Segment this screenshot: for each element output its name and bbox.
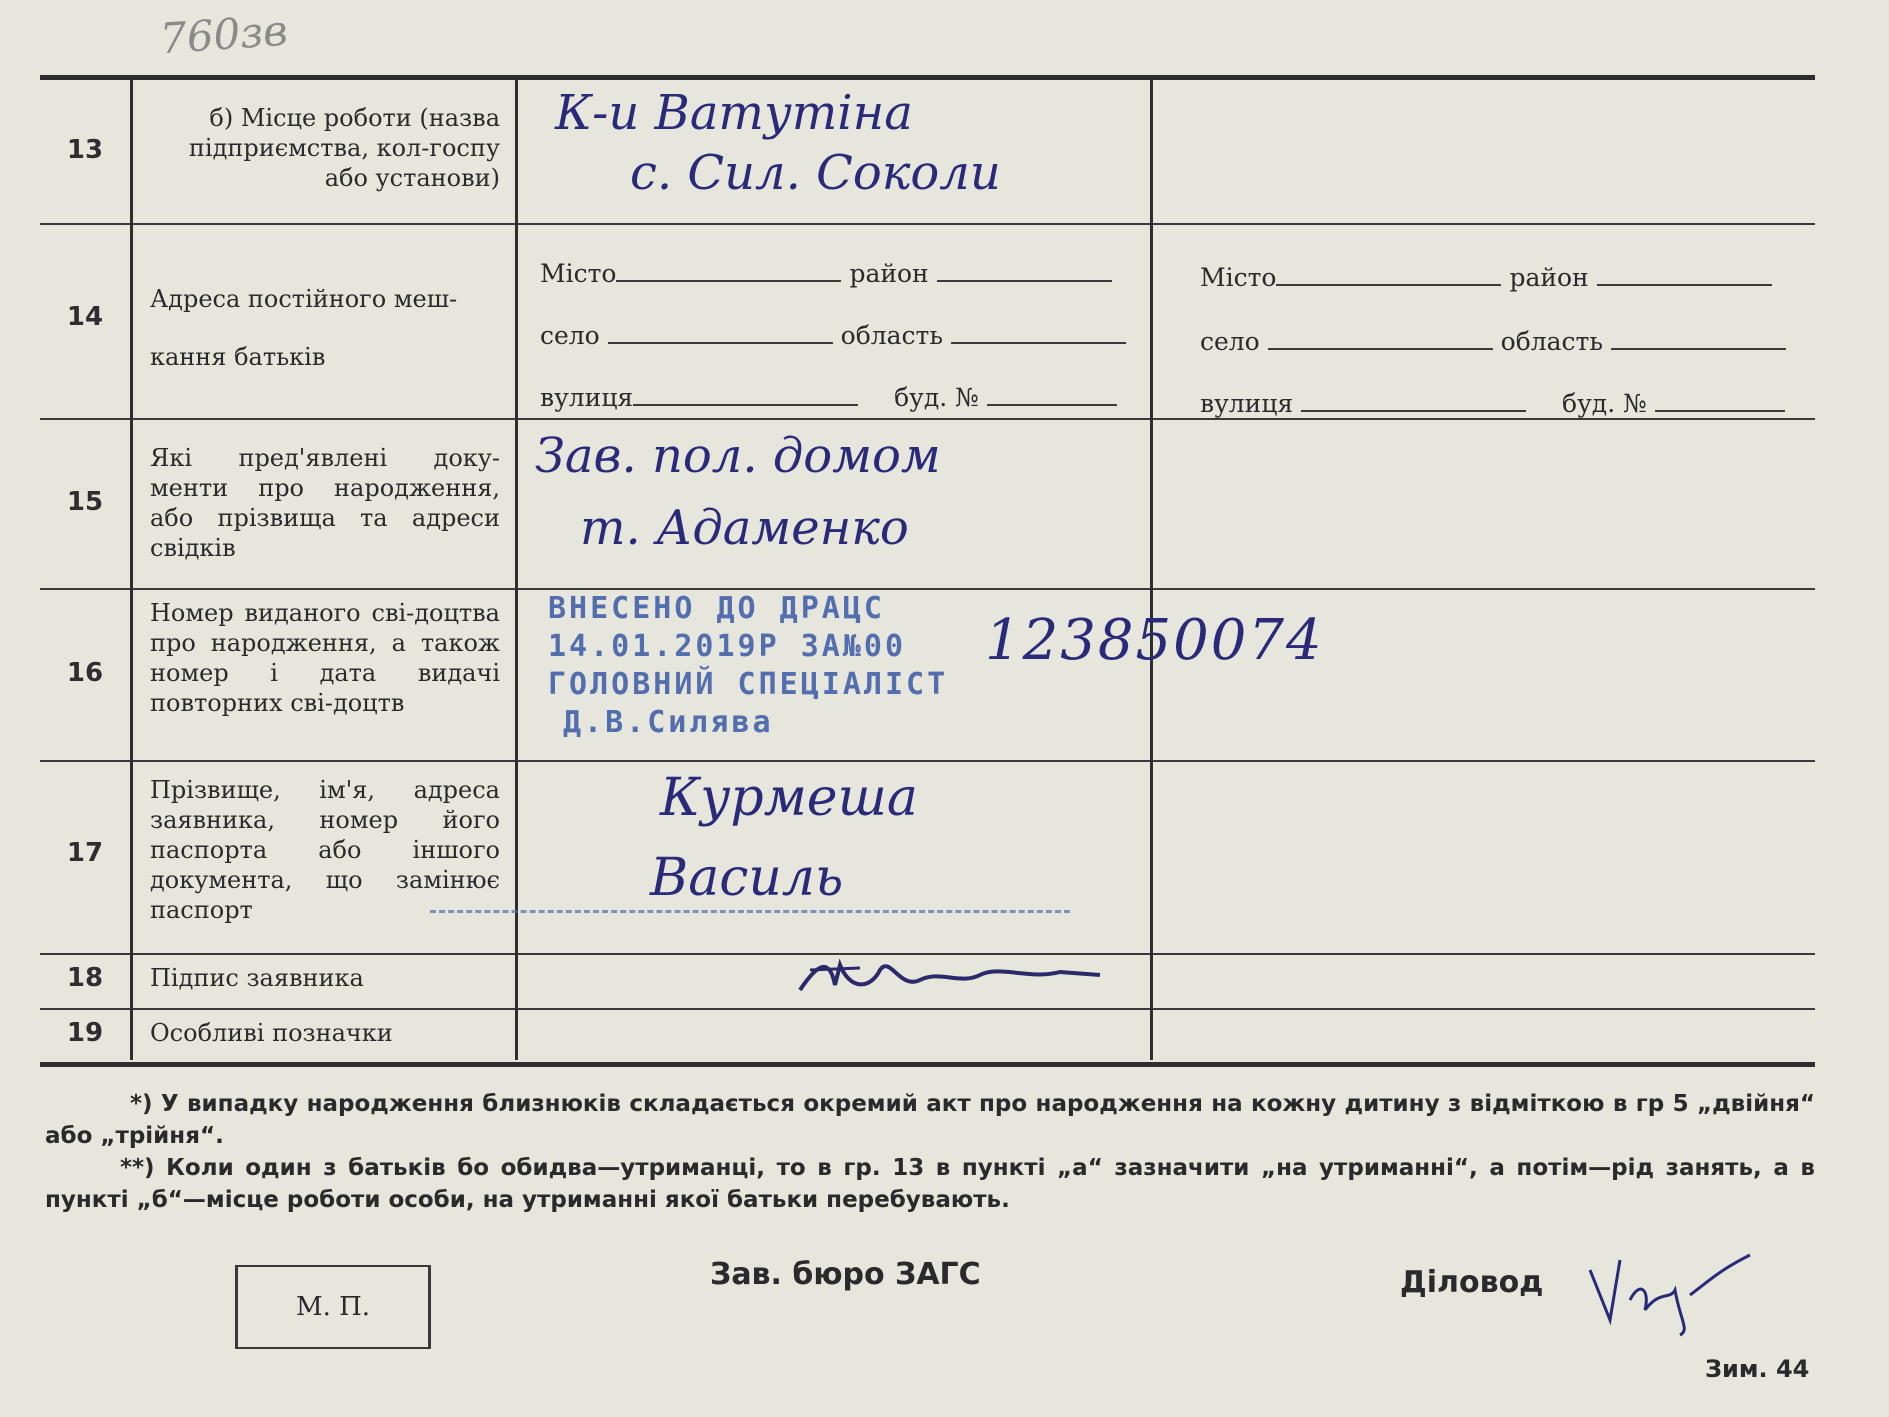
row-16-label: Номер виданого сві-доцтва про народження, а також номер і дата видачі повторних сві-доцтв <box>150 599 500 717</box>
row-17-number: 17 <box>66 838 104 868</box>
addr-right-village-label: село <box>1200 327 1260 356</box>
addr-left-building-label: буд. № <box>894 383 979 412</box>
row-16-handwriting-number: 123850074 <box>985 608 1324 673</box>
addr-right-line2 <box>1200 326 1786 356</box>
row-18-number: 18 <box>66 963 104 993</box>
addr-left-district-label: район <box>849 259 929 288</box>
addr-left-line1 <box>540 258 1112 288</box>
applicant-signature <box>790 950 1110 1010</box>
row-15-handwriting-line2: т. Адаменко <box>580 500 909 556</box>
archive-mark: 760зв <box>158 5 290 64</box>
stamp-line-1: ВНЕСЕНО ДО ДРАЦС <box>548 591 885 626</box>
clerk-signature <box>1580 1240 1760 1340</box>
row-14-label: Адреса постійного меш-кання батьків <box>150 285 458 371</box>
addr-left-city-label: Місто <box>540 259 617 288</box>
stamp-underline <box>430 910 1070 913</box>
row-16-number: 16 <box>66 658 104 688</box>
addr-left-region-label: область <box>840 321 943 350</box>
head-of-bureau-label: Зав. бюро ЗАГС <box>710 1257 981 1292</box>
row-17-label: Прізвище, ім'я, адреса заявника, номер його паспорта або іншого документа, що замінює паспорт <box>150 776 500 924</box>
addr-right-building-label: буд. № <box>1562 389 1647 418</box>
row-18-label: Підпис заявника <box>150 964 364 992</box>
row-17-handwriting-line1: Курмеша <box>660 768 918 828</box>
footnote-1: *) У випадку народження близнюків складається окремий акт про народження на кожну дитину з відміткою в гр 5 „двійня“ або „трійня“. <box>45 1091 1815 1149</box>
row-17-handwriting-line2: Василь <box>650 848 844 908</box>
row-14-number: 14 <box>66 302 104 332</box>
row-15-label: Які пред'явлені доку-менти про народження, або прізвища та адреси свідків <box>150 444 500 562</box>
clerk-label: Діловод <box>1400 1265 1544 1300</box>
footnote-2: **) Коли один з батьків бо обидва—утриманці, то в гр. 13 в пункті „а“ зазначити „на утриманні“, а потім—рід занять, а в пункті „б“—місце роботи особи, на утриманні якої батьки перебувають. <box>45 1155 1815 1213</box>
addr-right-street-label: вулиця <box>1200 389 1294 418</box>
row-13-number: 13 <box>66 135 104 165</box>
addr-left-line2 <box>540 320 1126 350</box>
row-15-handwriting-line1: Зав. пол. домом <box>535 428 941 484</box>
addr-right-line1 <box>1200 262 1772 292</box>
row-13-handwriting-line1: К-и Ватутіна <box>555 85 913 141</box>
row-13-handwriting-line2: с. Сил. Соколи <box>630 145 1001 201</box>
row-13-label: б) Місце роботи (назва підприємства, кол-госпу або установи) <box>188 104 500 192</box>
addr-left-street-label: вулиця <box>540 383 634 412</box>
stamp-line-4: Д.В.Силява <box>563 705 774 740</box>
addr-right-city-label: Місто <box>1200 263 1277 292</box>
addr-right-region-label: область <box>1500 327 1603 356</box>
row-19-label: Особливі позначки <box>150 1019 393 1047</box>
seal-box-label: М. П. <box>295 1292 371 1322</box>
stamp-line-3: ГОЛОВНИЙ СПЕЦІАЛІСТ <box>548 667 949 702</box>
form-code: Зим. 44 <box>1705 1355 1810 1383</box>
addr-left-line3 <box>540 382 1117 412</box>
row-15-number: 15 <box>66 487 104 517</box>
addr-left-village-label: село <box>540 321 600 350</box>
registration-stamp <box>548 590 948 742</box>
addr-right-district-label: район <box>1509 263 1589 292</box>
row-19-number: 19 <box>66 1018 104 1048</box>
addr-right-line3 <box>1200 388 1785 418</box>
stamp-line-2: 14.01.2019Р ЗА№00 <box>548 629 907 664</box>
seal-box <box>235 1265 431 1349</box>
